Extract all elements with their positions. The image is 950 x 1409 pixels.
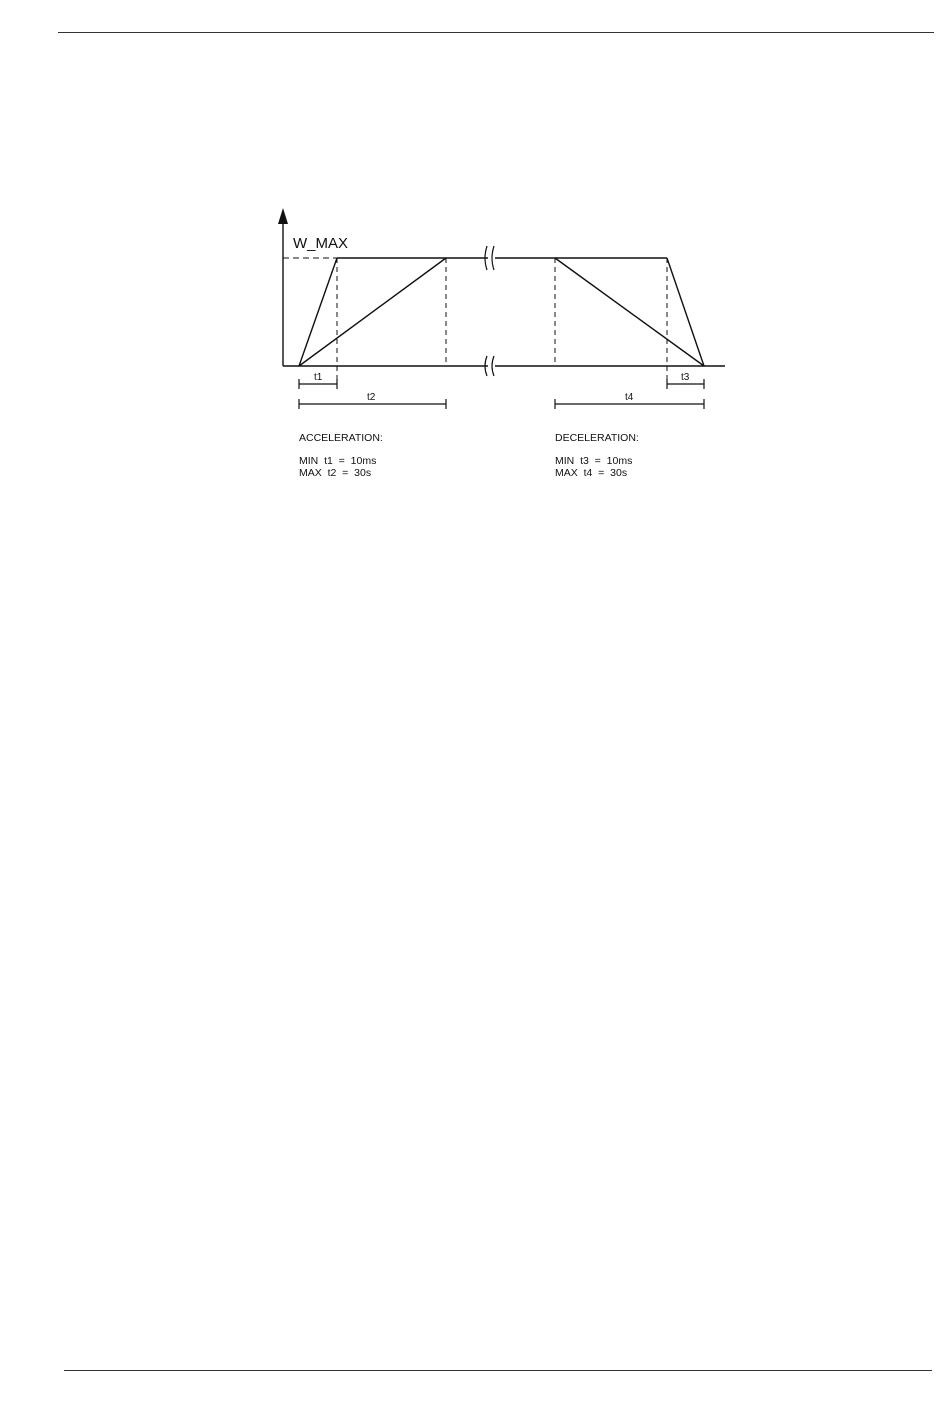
deceleration-max-t4: MAX t4 = 30s: [555, 467, 628, 479]
wmax-label: W_MAX: [293, 235, 349, 252]
t4-label: t4: [625, 392, 634, 403]
acceleration-max-t2: MAX t2 = 30s: [299, 467, 372, 479]
t1-label: t1: [314, 372, 323, 383]
plateau-break-mark: [492, 246, 494, 270]
deceleration-min-t3: MIN t3 = 10ms: [555, 455, 633, 467]
footer-rule: [64, 1370, 932, 1371]
fast-acceleration-ramp: [299, 258, 337, 366]
acceleration-min-t1: MIN t1 = 10ms: [299, 455, 377, 467]
t2-label: t2: [367, 392, 376, 403]
acceleration-heading: ACCELERATION:: [299, 432, 383, 444]
t3-label: t3: [681, 372, 690, 383]
axis-break-mark: [492, 356, 494, 376]
y-axis-arrow-icon: [278, 208, 288, 224]
header-rule: [58, 32, 934, 33]
deceleration-heading: DECELERATION:: [555, 432, 639, 444]
slow-deceleration-ramp: [555, 258, 704, 366]
ramp-diagram: [255, 200, 735, 490]
slow-acceleration-ramp: [299, 258, 446, 366]
fast-deceleration-ramp: [667, 258, 704, 366]
ramp-diagram-svg: [255, 200, 735, 490]
